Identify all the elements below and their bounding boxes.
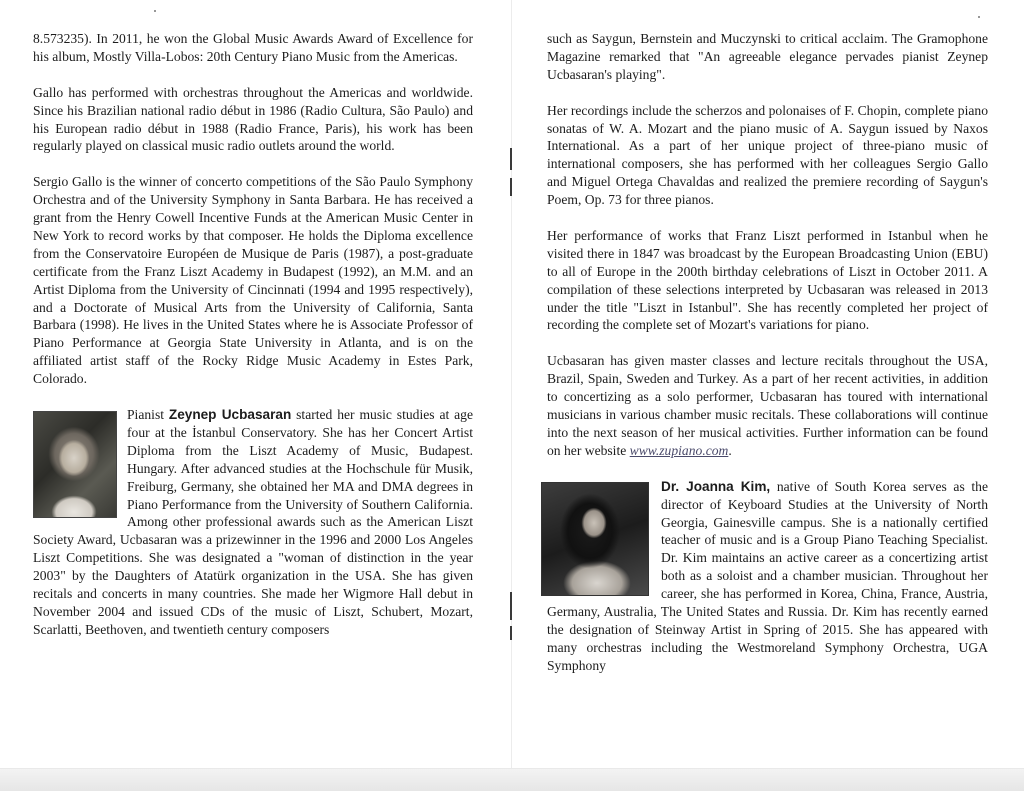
- gallo-biography-paragraph: Sergio Gallo is the winner of concerto competitions of the São Paulo Symphony Orchestra and of the University Symphony in Santa Barbara. He has received a grant from the Henry Cowell Incentive Funds at the American Music Center in New York to record works by that composer. He holds the Diploma excellence from the Conservatoire Européen de Musique de Paris (1987), a post-graduate certificate from the Franz Liszt Academy in Budapest (1992), an M.M. and an Artist Diploma from the University of Cincinnati (1994 and 1995 respectively), and a Doctorate of Musical Arts from the University of California, Santa Barbara (1998). He lives in the United States where he is Associate Professor of Piano Performance at Georgia State University in Atlanta, and is on the affiliated artist staff of the Rocky Ridge Music Academy in Estes Park, Colorado.: [33, 174, 473, 387]
- ucbasaran-activities-paragraph: [547, 352, 988, 459]
- website-link[interactable]: www.zupiano.com: [629, 442, 729, 458]
- ucbasaran-name: Zeynep Ucbasaran: [168, 406, 292, 422]
- ucbasaran-acclaim-paragraph: such as Saygun, Bernstein and Muczynski to critical acclaim. The Gramophone Magazine remarked that "An agreeable elegance pervades pianist Zeynep Ucbasaran's playing".: [547, 31, 988, 82]
- activities-text: Ucbasaran has given master classes and lecture recitals throughout the USA, Brazil, Spain, Sweden and Turkey. As a part of her recent activities, in addition to concertizing as a solo performer, Ucbasaran has toured with international musicians in various chamber music recitals. These collaborations will continue into the next season of her musical activities. Further information can be found on her website: [547, 353, 988, 458]
- left-column: [33, 30, 473, 639]
- ucbasaran-bio: [33, 406, 473, 639]
- scan-bottom-edge: [0, 768, 1024, 791]
- fold-mark-top: [510, 148, 512, 170]
- ucbasaran-recordings-paragraph: Her recordings include the scherzos and polonaises of F. Chopin, complete piano sonatas of W. A. Mozart and the piano music of A. Saygun issued by Naxos International. As a part of her unique project of three-piano music of international composers, she has performed with her colleagues Sergio Gallo and Miguel Ortega Chavaldas and realized the premiere recording of Saygun's Poem, Op. 73 for three pianos.: [547, 102, 988, 208]
- gallo-award-paragraph: 8.573235). In 2011, he won the Global Music Awards Award of Excellence for his album, Mostly Villa-Lobos: 20th Century Piano Music from the Americas.: [33, 31, 473, 64]
- fold-mark-bottom-2: [510, 626, 512, 640]
- right-column: [547, 30, 988, 675]
- activities-end: .: [728, 442, 732, 458]
- kim-bio: [547, 478, 988, 675]
- ucbasaran-intro: Pianist: [127, 406, 169, 422]
- ucbasaran-portrait-photo: [33, 411, 117, 518]
- kim-bio-text: native of South Korea serves as the director of Keyboard Studies at the University of North Georgia, Gainesville campus. She is a nationally certified teacher of music and is a Group Piano Teaching Specialist. Dr. Kim maintains an active career as a concertizing artist both as a soloist and a chamber musician. Throughout her career, she has performed in Korea, China, France, Austria, Germany, Australia, The United States and Russia. Dr. Kim has recently earned the designation of Steinway Artist in Spring of 2015. She has appeared with many orchestras including the Westmoreland Symphony Orchestra, UGA Symphony: [547, 478, 988, 673]
- fold-mark-bottom: [510, 592, 512, 620]
- kim-name: Dr. Joanna Kim,: [661, 478, 771, 494]
- scan-speck: [154, 10, 156, 12]
- page-fold: [511, 0, 512, 770]
- kim-portrait-photo: [541, 482, 649, 596]
- ucbasaran-liszt-paragraph: Her performance of works that Franz Liszt performed in Istanbul when he visited there in 1847 was broadcast by the European Broadcasting Union (EBU) to all of Europe in the 200th birthday celebrations of Liszt in October 2011. A compilation of these selections interpreted by Ucbasaran was released in 2013 under the title "Liszt in Istanbul". She has recently completed her project of recording the complete set of Mozart's variations for piano.: [547, 227, 988, 333]
- scan-speck: [978, 16, 980, 18]
- ucbasaran-bio-text: started her music studies at age four at the İstanbul Conservatory. She has her Concert Artist Diploma from the Liszt Academy of Music, Budapest. Hungary. After advanced studies at the Hochschule für Musik, Freiburg, Germany, she obtained her MA and DMA degrees in Piano Performance from the University of Southern California. Among other professional awards such as the American Liszt Society Award, Ucbasaran was a prizewinner in the 1996 and 2000 Los Angeles Liszt Competitions. She was designated a "woman of distinction in the year 2003" by the Daughters of Atatürk organization in the USA. She has given recitals and concerts in many countries. She made her Wigmore Hall debut in November 2004 and issued CDs of the music of Liszt, Schubert, Mozart, Scarlatti, Beethoven, and twentieth century composers: [33, 406, 473, 637]
- fold-mark-top-2: [510, 178, 512, 196]
- gallo-performance-paragraph: Gallo has performed with orchestras throughout the Americas and worldwide. Since his Brazilian national radio début in 1986 (Radio Cultura, São Paulo) and his European radio début in 1988 (Radio France, Paris), his work has been regularly played on classical music radio outlets around the world.: [33, 84, 473, 154]
